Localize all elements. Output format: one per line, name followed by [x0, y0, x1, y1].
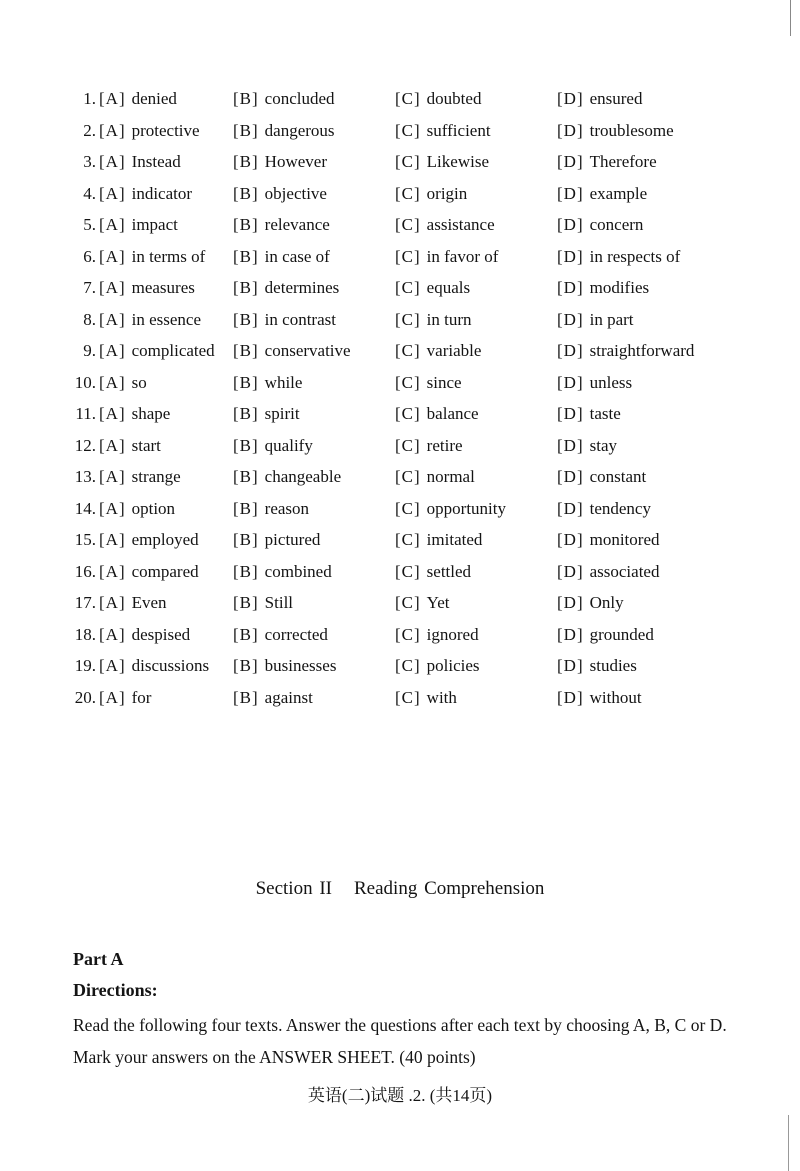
option-text: Therefore — [589, 152, 657, 171]
question-row — [0, 588, 800, 620]
question-number: 18. — [74, 624, 96, 644]
option-d — [557, 557, 659, 587]
option-letter: [B] — [233, 624, 259, 644]
option-c — [395, 336, 481, 366]
option-letter: [C] — [395, 341, 421, 360]
option-b — [233, 179, 327, 209]
option-text: strange — [131, 467, 181, 486]
option-text: balance — [426, 404, 479, 423]
question-number: 4. — [83, 183, 96, 203]
question-number: 1. — [83, 89, 96, 108]
option-letter: [D] — [557, 530, 584, 549]
option-text: example — [589, 183, 648, 203]
question-row — [0, 84, 800, 116]
question-row — [0, 557, 800, 589]
option-letter: [D] — [557, 593, 584, 612]
option-letter: [B] — [233, 309, 259, 329]
option-b — [233, 494, 309, 524]
option-letter: [D] — [557, 183, 584, 203]
option-letter: [A] — [99, 687, 126, 707]
option-c — [395, 620, 479, 650]
question-row — [0, 431, 800, 463]
option-text: unless — [589, 372, 633, 392]
option-text: sufficient — [426, 120, 491, 140]
option-letter: [C] — [395, 530, 421, 549]
option-text: complicated — [131, 341, 215, 360]
question-row — [0, 462, 800, 494]
option-letter: [C] — [395, 183, 421, 203]
question-row — [0, 399, 800, 431]
option-letter: [D] — [557, 656, 584, 675]
option-text: in essence — [131, 309, 201, 329]
option-d — [557, 494, 651, 524]
option-text: shape — [131, 404, 171, 423]
option-text: while — [264, 372, 303, 392]
option-text: settled — [426, 561, 472, 581]
option-letter: [D] — [557, 687, 584, 707]
option-d — [557, 179, 647, 209]
option-text: spirit — [264, 404, 300, 423]
option-letter: [C] — [395, 687, 421, 707]
scan-edge-line-bottom — [788, 1115, 789, 1171]
option-b — [233, 210, 330, 240]
option-c — [395, 431, 463, 461]
option-b — [233, 462, 341, 492]
option-text: impact — [131, 215, 178, 234]
option-text: start — [131, 435, 161, 455]
option-letter: [C] — [395, 120, 421, 140]
option-letter: [D] — [557, 404, 584, 423]
option-text: changeable — [264, 467, 342, 486]
option-text: in turn — [426, 309, 472, 329]
option-text: pictured — [264, 530, 321, 549]
option-letter: [A] — [99, 215, 126, 234]
option-d — [557, 431, 617, 461]
option-a — [99, 305, 201, 335]
option-letter: [A] — [99, 656, 126, 675]
question-row — [0, 179, 800, 211]
option-text: Only — [589, 593, 624, 612]
option-text: Yet — [426, 593, 450, 612]
option-text: determines — [264, 278, 340, 297]
option-text: in part — [589, 309, 634, 329]
option-c — [395, 84, 481, 114]
option-c — [395, 305, 472, 335]
option-letter: [C] — [395, 624, 421, 644]
option-text: conservative — [264, 341, 351, 360]
option-text: employed — [131, 530, 199, 549]
option-text: Instead — [131, 152, 181, 171]
option-letter: [C] — [395, 278, 421, 297]
option-d — [557, 620, 654, 650]
option-b — [233, 399, 300, 429]
question-row — [0, 651, 800, 683]
option-text: modifies — [589, 278, 650, 297]
question-row — [0, 620, 800, 652]
option-text: constant — [589, 467, 647, 486]
option-letter: [A] — [99, 246, 126, 266]
option-text: monitored — [589, 530, 660, 549]
option-letter: [D] — [557, 435, 584, 455]
option-letter: [C] — [395, 404, 421, 423]
question-number: 11. — [75, 404, 96, 423]
option-text: compared — [131, 561, 199, 581]
option-letter: [C] — [395, 498, 421, 518]
option-text: in contrast — [264, 309, 336, 329]
option-c — [395, 116, 491, 146]
section-name: Reading Comprehension — [354, 878, 545, 899]
option-text: businesses — [264, 656, 337, 675]
option-letter: [A] — [99, 152, 126, 171]
option-letter: [C] — [395, 435, 421, 455]
page-footer: 英语(二)试题 .2. (共14页) — [307, 1086, 493, 1105]
option-letter: [B] — [233, 435, 259, 455]
option-c — [395, 683, 457, 713]
option-d — [557, 242, 680, 272]
option-a — [99, 620, 190, 650]
option-d — [557, 305, 634, 335]
question-number: 12. — [74, 435, 96, 455]
question-number: 15. — [74, 530, 96, 549]
option-text: for — [131, 687, 152, 707]
question-row — [0, 147, 800, 179]
option-text: straightforward — [589, 341, 695, 360]
option-b — [233, 368, 302, 398]
option-c — [395, 210, 495, 240]
option-text: protective — [131, 120, 200, 140]
option-letter: [A] — [99, 372, 126, 392]
option-letter: [B] — [233, 372, 259, 392]
option-letter: [D] — [557, 467, 584, 486]
option-letter: [A] — [99, 89, 126, 108]
option-text: reason — [264, 498, 310, 518]
option-c — [395, 557, 471, 587]
section-number: Section II — [255, 878, 332, 899]
option-a — [99, 336, 215, 366]
option-c — [395, 179, 467, 209]
question-number: 7. — [83, 278, 96, 297]
question-row — [0, 210, 800, 242]
option-b — [233, 620, 328, 650]
question-row — [0, 305, 800, 337]
option-text: retire — [426, 435, 463, 455]
option-text: against — [264, 687, 313, 707]
option-letter: [D] — [557, 215, 584, 234]
option-d — [557, 588, 624, 618]
option-text: concern — [589, 215, 644, 234]
question-row — [0, 525, 800, 557]
option-text: opportunity — [426, 498, 507, 518]
option-letter: [C] — [395, 309, 421, 329]
option-b — [233, 525, 320, 555]
option-text: in favor of — [426, 246, 499, 266]
option-letter: [A] — [99, 341, 126, 360]
option-letter: [A] — [99, 467, 126, 486]
option-letter: [A] — [99, 498, 126, 518]
option-letter: [B] — [233, 183, 259, 203]
option-text: with — [426, 687, 457, 707]
option-b — [233, 683, 313, 713]
option-b — [233, 431, 313, 461]
option-letter: [A] — [99, 561, 126, 581]
option-letter: [C] — [395, 215, 421, 234]
option-letter: [B] — [233, 215, 259, 234]
option-a — [99, 147, 181, 177]
option-a — [99, 651, 209, 681]
option-b — [233, 336, 351, 366]
option-text: in respects of — [589, 246, 681, 266]
option-letter: [C] — [395, 372, 421, 392]
option-text: However — [264, 152, 327, 171]
option-text: normal — [426, 467, 475, 486]
option-letter: [B] — [233, 341, 259, 360]
option-text: discussions — [131, 656, 210, 675]
option-a — [99, 494, 175, 524]
question-row — [0, 368, 800, 400]
question-row — [0, 242, 800, 274]
option-a — [99, 399, 170, 429]
option-text: objective — [264, 183, 327, 203]
option-a — [99, 179, 192, 209]
option-d — [557, 273, 649, 303]
option-letter: [D] — [557, 278, 584, 297]
option-letter: [B] — [233, 152, 259, 171]
option-text: imitated — [426, 530, 483, 549]
option-a — [99, 462, 181, 492]
directions-label: Directions: — [73, 980, 158, 1000]
option-letter: [B] — [233, 498, 259, 518]
option-letter: [D] — [557, 120, 584, 140]
question-number: 2. — [83, 120, 96, 140]
option-a — [99, 84, 177, 114]
option-text: ensured — [589, 89, 643, 108]
option-text: taste — [589, 404, 621, 423]
question-number: 17. — [74, 593, 96, 612]
option-a — [99, 683, 151, 713]
option-letter: [B] — [233, 593, 259, 612]
question-number: 19. — [74, 656, 96, 675]
option-text: corrected — [264, 624, 328, 644]
question-row — [0, 683, 800, 715]
option-a — [99, 210, 178, 240]
question-number: 8. — [83, 309, 96, 329]
question-row — [0, 273, 800, 305]
option-letter: [B] — [233, 89, 259, 108]
option-letter: [A] — [99, 278, 126, 297]
option-text: in terms of — [131, 246, 206, 266]
option-c — [395, 494, 506, 524]
option-d — [557, 84, 642, 114]
option-b — [233, 557, 332, 587]
option-text: stay — [589, 435, 617, 455]
option-text: doubted — [426, 89, 482, 108]
option-text: dangerous — [264, 120, 335, 140]
option-b — [233, 588, 293, 618]
option-a — [99, 588, 167, 618]
option-b — [233, 84, 335, 114]
option-d — [557, 336, 694, 366]
option-b — [233, 147, 327, 177]
option-text: assistance — [426, 215, 495, 234]
question-row — [0, 336, 800, 368]
option-letter: [D] — [557, 624, 584, 644]
option-d — [557, 525, 660, 555]
option-a — [99, 273, 195, 303]
option-text: associated — [589, 561, 660, 581]
option-a — [99, 368, 147, 398]
option-letter: [A] — [99, 624, 126, 644]
option-text: despised — [131, 624, 191, 644]
question-number: 13. — [74, 467, 96, 486]
option-text: in case of — [264, 246, 330, 266]
option-text: ignored — [426, 624, 479, 644]
part-title: Part A — [73, 949, 124, 969]
option-c — [395, 399, 479, 429]
option-letter: [C] — [395, 152, 421, 171]
option-d — [557, 210, 643, 240]
cloze-options-list — [0, 84, 800, 714]
option-letter: [B] — [233, 561, 259, 581]
option-text: policies — [426, 656, 480, 675]
question-number: 20. — [74, 687, 96, 707]
option-letter: [D] — [557, 89, 584, 108]
option-letter: [A] — [99, 593, 126, 612]
option-letter: [D] — [557, 246, 584, 266]
scan-edge-line — [790, 0, 791, 36]
option-d — [557, 147, 657, 177]
option-letter: [C] — [395, 246, 421, 266]
option-text: measures — [131, 278, 195, 297]
option-text: tendency — [589, 498, 651, 518]
option-text: combined — [264, 561, 332, 581]
option-b — [233, 651, 336, 681]
option-letter: [C] — [395, 561, 421, 581]
option-letter: [B] — [233, 404, 259, 423]
option-letter: [B] — [233, 656, 259, 675]
option-letter: [B] — [233, 246, 259, 266]
question-row — [0, 116, 800, 148]
section-title — [0, 878, 800, 900]
option-letter: [C] — [395, 593, 421, 612]
option-c — [395, 525, 482, 555]
question-number: 3. — [83, 152, 96, 171]
option-text: since — [426, 372, 462, 392]
option-letter: [C] — [395, 656, 421, 675]
option-letter: [C] — [395, 89, 421, 108]
question-number: 14. — [74, 498, 96, 518]
option-letter: [D] — [557, 309, 584, 329]
option-letter: [B] — [233, 278, 259, 297]
option-text: Still — [264, 593, 294, 612]
option-b — [233, 273, 339, 303]
question-number: 16. — [74, 561, 96, 581]
question-number: 9. — [83, 341, 96, 360]
option-letter: [A] — [99, 435, 126, 455]
option-b — [233, 116, 335, 146]
option-text: indicator — [131, 183, 193, 203]
option-letter: [D] — [557, 372, 584, 392]
option-letter: [B] — [233, 120, 259, 140]
option-d — [557, 116, 674, 146]
option-c — [395, 462, 475, 492]
option-letter: [A] — [99, 404, 126, 423]
option-a — [99, 242, 205, 272]
option-letter: [A] — [99, 120, 126, 140]
option-letter: [D] — [557, 561, 584, 581]
option-text: origin — [426, 183, 468, 203]
option-text: option — [131, 498, 176, 518]
option-letter: [A] — [99, 309, 126, 329]
option-letter: [D] — [557, 498, 584, 518]
option-a — [99, 525, 199, 555]
option-a — [99, 116, 200, 146]
option-text: without — [589, 687, 642, 707]
option-b — [233, 305, 336, 335]
option-text: grounded — [589, 624, 654, 644]
question-number: 5. — [83, 215, 96, 234]
option-a — [99, 557, 199, 587]
option-a — [99, 431, 161, 461]
question-number: 6. — [83, 246, 96, 266]
option-text: equals — [426, 278, 471, 297]
option-letter: [B] — [233, 687, 259, 707]
option-letter: [B] — [233, 467, 259, 486]
option-b — [233, 242, 330, 272]
option-d — [557, 462, 646, 492]
option-text: relevance — [264, 215, 330, 234]
option-text: denied — [131, 89, 177, 108]
option-c — [395, 588, 450, 618]
option-d — [557, 368, 632, 398]
option-text: Likewise — [426, 152, 489, 171]
option-text: studies — [589, 656, 637, 675]
option-d — [557, 399, 621, 429]
option-letter: [A] — [99, 183, 126, 203]
option-text: qualify — [264, 435, 313, 455]
option-text: variable — [426, 341, 482, 360]
option-d — [557, 651, 637, 681]
option-letter: [A] — [99, 530, 126, 549]
option-text: troublesome — [589, 120, 674, 140]
option-c — [395, 242, 498, 272]
option-letter: [D] — [557, 152, 584, 171]
option-text: so — [131, 372, 147, 392]
option-c — [395, 273, 470, 303]
question-number: 10. — [74, 372, 96, 392]
option-c — [395, 651, 480, 681]
option-d — [557, 683, 642, 713]
option-text: Even — [131, 593, 167, 612]
option-letter: [C] — [395, 467, 421, 486]
question-row — [0, 494, 800, 526]
option-letter: [D] — [557, 341, 584, 360]
option-c — [395, 147, 489, 177]
directions-text: Read the following four texts. Answer the questions after each text by choosing A, B, C or D. Mark your answers on the ANSWER SHEET. (40 points) — [73, 1015, 727, 1067]
option-text: concluded — [264, 89, 335, 108]
option-c — [395, 368, 462, 398]
option-letter: [B] — [233, 530, 259, 549]
